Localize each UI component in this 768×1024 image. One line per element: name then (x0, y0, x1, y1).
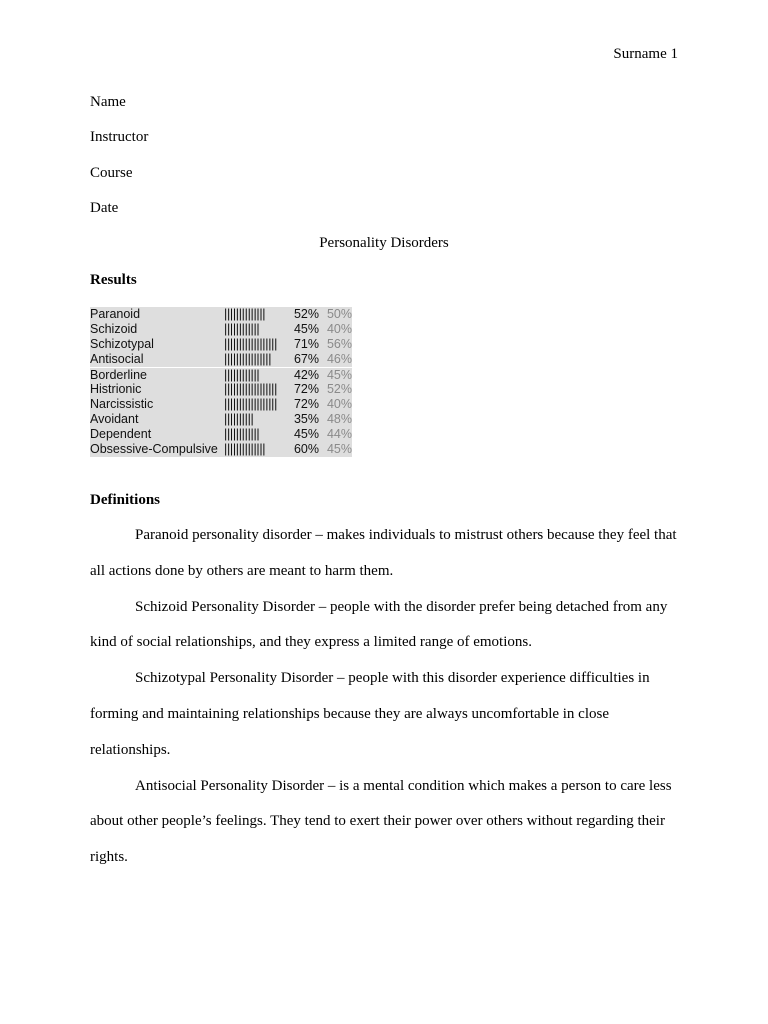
row-bars: |||||||||||||||| (224, 351, 272, 366)
row-bars: |||||||||||||| (224, 442, 266, 457)
row-average: 40% (326, 321, 352, 336)
row-score: 72% (293, 382, 319, 397)
row-label: Paranoid (90, 307, 141, 321)
row-bars: |||||||||||||||||| (224, 397, 278, 412)
row-average: 50% (326, 307, 352, 321)
row-bars: |||||||||||| (224, 367, 260, 382)
definitions-heading: Definitions (90, 492, 161, 508)
row-score: 60% (293, 442, 319, 457)
results-row-avoidant (90, 412, 352, 427)
row-score: 67% (293, 351, 319, 366)
row-score: 72% (293, 397, 319, 412)
results-heading: Results (90, 272, 137, 288)
course-name: Course (90, 165, 133, 181)
definition-paragraph-schizotypal: Schizotypal Personality Disorder – people with this disorder experience difficulties in forming and maintaining relationships because they are always uncomfortable in close relationships. (90, 670, 650, 758)
paper-date: Date (90, 200, 119, 216)
row-score: 42% (293, 367, 319, 382)
results-row-narcissistic (90, 397, 352, 412)
row-label: Avoidant (90, 412, 139, 427)
results-row-schizotypal (90, 337, 352, 352)
results-row-borderline (90, 367, 352, 383)
running-head: Surname 1 (613, 46, 678, 62)
results-row-schizoid (90, 322, 352, 337)
results-row-dependent (90, 427, 352, 442)
definition-paragraph-antisocial: Antisocial Personality Disorder – is a mental condition which makes a person to care less about other people’s feelings. They tend to exert their power over others without regarding their rights. (90, 777, 672, 866)
definition-paragraph-schizoid: Schizoid Personality Disorder – people with the disorder prefer being detached from any kind of social relationships, and they express a limited range of emotions. (90, 598, 668, 651)
row-bars: |||||||||||||| (224, 307, 266, 321)
row-average: 40% (326, 397, 352, 412)
row-score: 52% (293, 307, 319, 321)
definition-paragraph-paranoid: Paranoid personality disorder – makes individuals to mistrust others because they feel that all actions done by others are meant to harm them. (90, 527, 677, 579)
row-score: 71% (293, 336, 319, 351)
row-average: 52% (326, 382, 352, 397)
row-bars: |||||||||||| (224, 321, 260, 336)
row-average: 44% (326, 427, 352, 442)
row-bars: |||||||||| (224, 412, 254, 427)
row-average: 56% (326, 336, 352, 351)
row-label: Schizotypal (90, 336, 154, 351)
row-bars: |||||||||||||||||| (224, 336, 278, 351)
results-row-paranoid (90, 307, 352, 322)
results-table (90, 307, 352, 457)
student-name: Name (90, 94, 126, 110)
results-row-obsessive-compulsive (90, 442, 352, 457)
definitions-body (90, 518, 680, 876)
row-label: Schizoid (90, 321, 138, 336)
row-average: 45% (326, 442, 352, 457)
row-label: Dependent (90, 427, 152, 442)
row-label: Histrionic (90, 382, 142, 397)
row-label: Obsessive-Compulsive (90, 442, 218, 457)
row-label: Borderline (90, 367, 147, 382)
instructor-name: Instructor (90, 129, 149, 145)
row-average: 48% (326, 412, 352, 427)
row-label: Narcissistic (90, 397, 154, 412)
paper-title: Personality Disorders (319, 235, 449, 251)
row-score: 35% (293, 412, 319, 427)
row-bars: |||||||||||| (224, 427, 260, 442)
row-score: 45% (293, 321, 319, 336)
results-row-histrionic (90, 382, 352, 397)
row-label: Antisocial (90, 351, 144, 366)
row-average: 46% (326, 351, 352, 366)
results-row-antisocial (90, 352, 352, 367)
row-bars: |||||||||||||||||| (224, 382, 278, 397)
row-average: 45% (326, 367, 352, 382)
row-score: 45% (293, 427, 319, 442)
